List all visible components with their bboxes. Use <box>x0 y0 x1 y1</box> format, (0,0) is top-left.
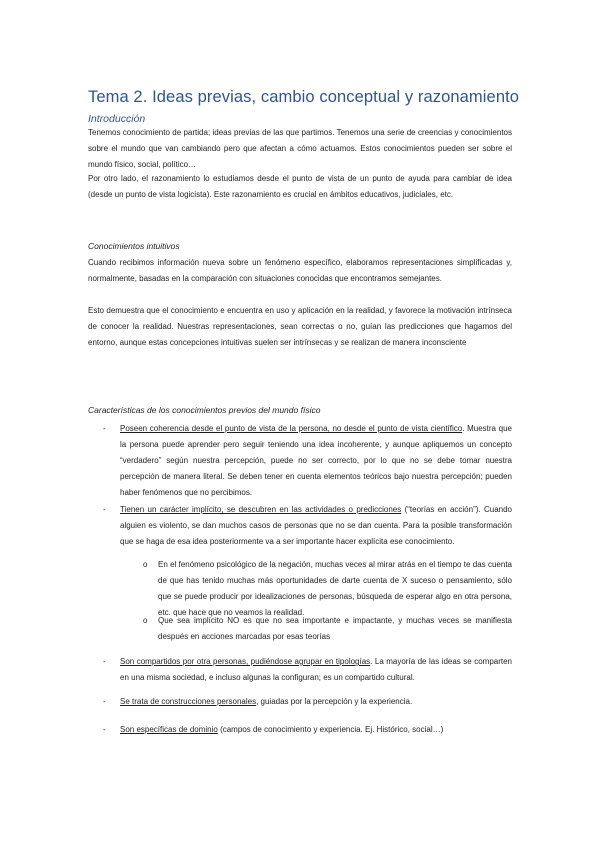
list-item <box>120 722 512 738</box>
intuitive-paragraph-2: Esto demuestra que el conocimiento e encuentra en uso y aplicación en la realidad, y favorece la motivación intrínseca de conocer la realidad. Nuestras representaciones, sean correctas o no, guían las predicciones que hagamos del entorno, aunque estas concepciones intuitivas suelen ser intrínsecas y se realizan de manera inconsciente <box>88 306 512 347</box>
list-item-key: Son compartidos por otra personas, pudiéndose agrupar en tipologías <box>120 657 371 666</box>
intuitive-paragraph-1: Cuando recibimos información nueva sobre un fenómeno específico, elaboramos representaciones simplificadas y, normalmente, basadas en la comparación con situaciones conocidas que encontramos semejantes. <box>88 258 512 283</box>
list-item-key: Tienen un carácter implícito, se descubren en las actividades o predicciones <box>120 505 402 514</box>
list-bullet: - <box>103 424 106 433</box>
intro-paragraph-2: Por otro lado, el razonamiento lo estudiamos desde el punto de vista de un punto de ayuda para cambiar de idea (desde un punto de vista logicista). Este razonamiento es crucial en ámbitos educativos, judiciales, etc. <box>88 174 512 199</box>
page-title: Tema 2. Ideas previas, cambio conceptual y razonamiento <box>88 88 520 106</box>
list-item-body: (“teorías en acción”). Cuando alguien es violento, se dan muchos casos de personas que no se dan cuenta. Para la posible transformación que se haga de esa idea posteriormente va a ser importante hacer explícita ese conocimiento. <box>120 505 512 546</box>
list-bullet: - <box>103 505 106 514</box>
list-item-key: Se trata de construcciones personales <box>120 697 257 706</box>
list-item <box>120 421 512 501</box>
list-bullet: - <box>103 657 106 666</box>
list-item-body: . La mayoría de las ideas se comparten en una misma sociedad, e incluso algunas la configuran; es un compartido cultural. <box>120 657 512 682</box>
sublist-item: En el fenómeno psicológico de la negación, muchas veces al mirar atrás en el tiempo te das cuenta de que has tenido muchas más oportunidades de darte cuenta de X suceso o pensamiento, sólo que se puede producir por idealizaciones de personas, búsqueda de esperar algo en otra persona, etc. que hace que no veamos la realidad. <box>158 560 512 617</box>
sublist-bullet: o <box>143 560 148 569</box>
characteristics-heading: Características de los conocimientos previos del mundo físico <box>88 405 321 415</box>
list-bullet: - <box>103 697 106 706</box>
list-item-key: Son específicas de dominio <box>120 725 218 734</box>
list-item-body: (campos de conocimiento y experiencia. Ej. Histórico, social…) <box>217 725 444 734</box>
intro-heading: Introducción <box>88 113 146 125</box>
intuitive-heading: Conocimientos intuitivos <box>88 241 180 251</box>
sublist-item: Que sea implícito NO es que no sea importante e impactante, y muchas veces se manifiesta después en acciones marcadas por esas teorías <box>158 616 512 641</box>
list-item <box>120 502 512 550</box>
sublist-bullet: o <box>143 616 148 625</box>
list-item-key: Poseen coherencia desde el punto de vista de la persona, no desde el punto de vista científico <box>120 424 463 433</box>
list-item-body: . Muestra que la persona puede aprender pero seguir teniendo una idea incoherente, y aunque apliquemos un concepto “verdadero” según nuestra percepción, puede no ser correcto, por lo que no se debe tomar nuestra percepción de manera literal. Se deben tener en cuenta elementos teóricos bajo nuestra percepción; pueden haber fenómenos que no percibimos. <box>120 424 512 497</box>
list-bullet: - <box>103 725 106 734</box>
list-item-body: , guiadas por la percepción y la experiencia. <box>256 697 413 706</box>
list-item <box>120 654 512 686</box>
list-item <box>120 694 512 710</box>
intro-paragraph-1: Tenemos conocimiento de partida; ideas previas de las que partimos. Tenemos una serie de creencias y conocimientos sobre el mundo que van cambiando pero que afectan a cómo actuamos. Estos conocimientos pueden ser sobre el mundo físico, social, político… <box>88 128 512 169</box>
